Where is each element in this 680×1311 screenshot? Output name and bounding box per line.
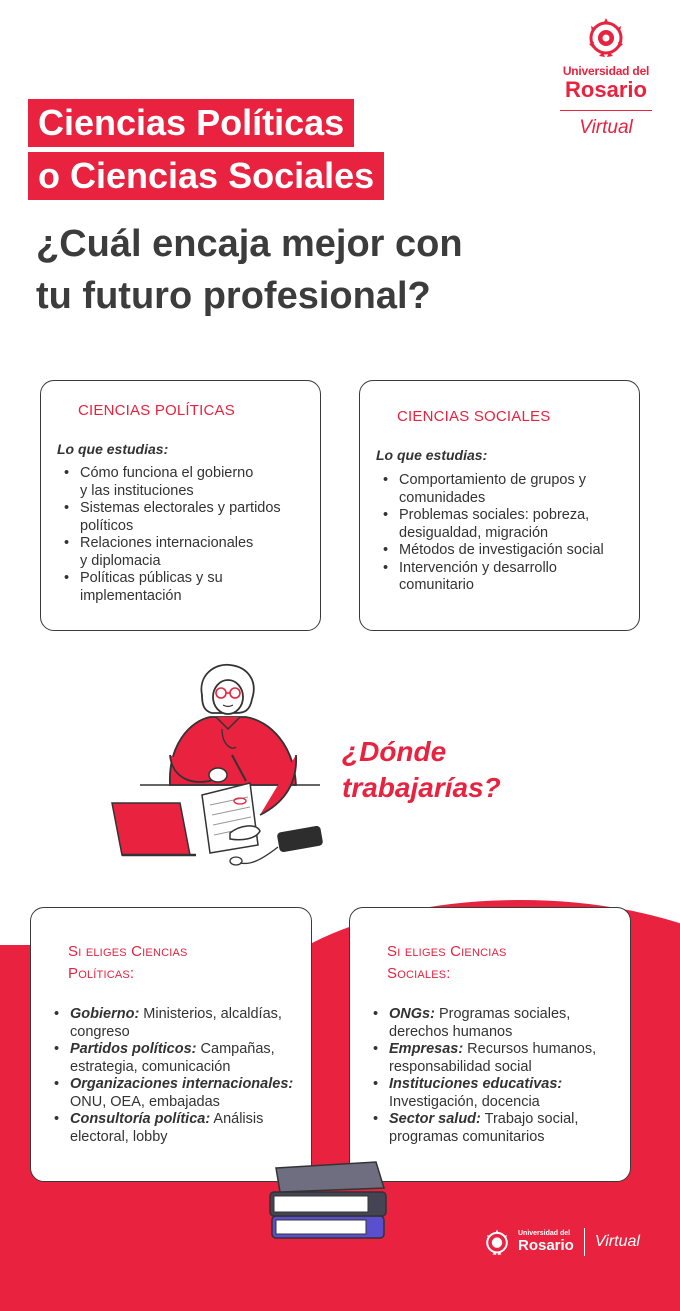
list-item: • Políticas públicas y su implementación <box>80 570 330 605</box>
footer-crest-icon <box>482 1227 512 1257</box>
list-item: • Gobierno: Ministerios, alcaldías, congreso <box>70 1006 325 1041</box>
card-subtitle: Lo que estudias: <box>57 441 169 457</box>
donde-trabajarias-heading <box>342 734 542 806</box>
logo-virtual: Virtual <box>579 117 633 138</box>
footer-virtual: Virtual <box>594 1233 640 1250</box>
card-title <box>387 941 507 985</box>
title-line-1: Ciencias Políticas <box>28 99 354 147</box>
list-item: • Sector salud: Trabajo social, programas comunitarios <box>389 1111 644 1146</box>
footer-university-line1: Universidad del <box>518 1230 571 1237</box>
list-item-label: Instituciones educativas: <box>389 1076 563 1092</box>
card-subtitle: Lo que estudias: <box>376 447 488 463</box>
work-list <box>48 1006 325 1146</box>
question-line-2: tu futuro profesional? <box>36 275 431 317</box>
list-item: • ONGs: Programas sociales, derechos humanos <box>389 1006 644 1041</box>
list-item: • Intervención y desarrollo comunitario <box>399 560 654 595</box>
list-item: • Instituciones educativas: Investigación, docencia <box>389 1076 644 1111</box>
card-trabajo-sociales <box>349 907 631 1182</box>
title-line-2: o Ciencias Sociales <box>28 152 384 200</box>
list-item: • Organizaciones internacionales: ONU, OEA, embajadas <box>70 1076 325 1111</box>
logo-university-line1: Universidad del <box>562 64 650 78</box>
list-item: • Partidos políticos: Campañas, estrategia, comunicación <box>70 1041 325 1076</box>
card-title-line-2: Políticas: <box>68 965 135 982</box>
card-title: CIENCIAS POLÍTICAS <box>78 402 235 419</box>
work-list <box>367 1006 644 1146</box>
donde-line-2: trabajarías? <box>342 772 501 803</box>
list-item-label: Sector salud: <box>389 1111 481 1127</box>
logo-divider <box>560 110 652 111</box>
student-writing-illustration <box>110 655 340 875</box>
footer-divider <box>584 1228 585 1256</box>
footer-university-line2: Rosario <box>518 1237 574 1254</box>
list-item: • Empresas: Recursos humanos, responsabilidad social <box>389 1041 644 1076</box>
card-title-line-2: Sociales: <box>387 965 451 982</box>
card-title-line-1: Si eliges Ciencias <box>387 943 507 960</box>
list-item: • Cómo funciona el gobierno y las instituciones <box>80 465 330 500</box>
card-title <box>68 941 188 985</box>
list-item-label: Gobierno: <box>70 1006 140 1022</box>
card-title: CIENCIAS SOCIALES <box>397 408 551 425</box>
list-item: • Comportamiento de grupos y comunidades <box>399 472 654 507</box>
list-item: • Relaciones internacionales y diplomacia <box>80 535 330 570</box>
books-stack-illustration <box>266 1158 390 1248</box>
list-item: • Consultoría política: Análisis electoral, lobby <box>70 1111 325 1146</box>
list-item: • Sistemas electorales y partidos políticos <box>80 500 330 535</box>
list-item: • Problemas sociales: pobreza, desigualdad, migración <box>399 507 654 542</box>
list-item-label: Consultoría política: <box>70 1111 211 1127</box>
study-list <box>377 472 654 595</box>
donde-line-1: ¿Dónde <box>342 736 447 767</box>
footer-logo <box>482 1222 640 1262</box>
logo-university-line2: Rosario <box>565 77 647 102</box>
list-item-label: ONGs: <box>389 1006 435 1022</box>
university-logo <box>556 14 656 139</box>
university-crest-icon <box>583 14 629 60</box>
question-line-1: ¿Cuál encaja mejor con <box>36 223 463 265</box>
study-list <box>58 465 330 605</box>
card-ciencias-sociales <box>359 380 640 631</box>
list-item-label: Empresas: <box>389 1041 464 1057</box>
list-item-label: Partidos políticos: <box>70 1041 197 1057</box>
card-ciencias-politicas <box>40 380 321 631</box>
card-title-line-1: Si eliges Ciencias <box>68 943 188 960</box>
card-trabajo-politicas <box>30 907 312 1182</box>
list-item: • Métodos de investigación social <box>399 542 654 560</box>
list-item-label: Organizaciones internacionales: <box>70 1076 294 1092</box>
